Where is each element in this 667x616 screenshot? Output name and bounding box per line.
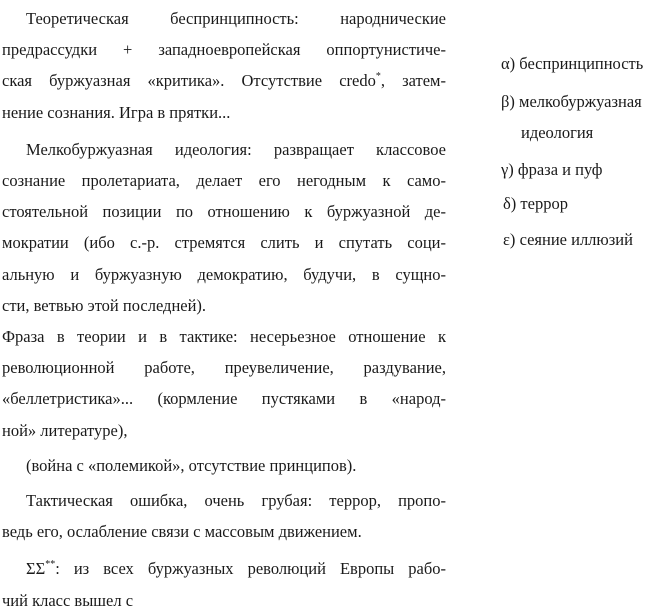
item-marker: δ) [503, 194, 517, 213]
summary-item-gamma [501, 160, 602, 180]
text-line: «беллетристика»... (кормление пустяками в «народ- [2, 389, 446, 409]
text-line: нение сознания. Игра в прятки... [2, 102, 231, 122]
text-line: сознание пролетариата, делает его негодным к само- [2, 171, 446, 191]
item-text: фраза и пуф [517, 160, 603, 179]
item-marker: α) [501, 54, 516, 73]
footnote-marker: ** [45, 559, 56, 571]
text-line: революционной работе, преувеличение, раздувание, [2, 358, 446, 378]
text-line [2, 553, 446, 584]
item-text: мелкобуржуазная [519, 92, 642, 111]
summary-item-beta [501, 92, 642, 143]
text-line: Теоретическая беспринципность: народнические [26, 9, 446, 28]
paragraph-tactical-error [2, 485, 446, 547]
text-line: Мелкобуржуазная идеология: развращает классовое [26, 139, 446, 159]
text-line: Тактическая ошибка, очень грубая: террор, пропо- [26, 491, 446, 511]
summary-item-alpha [501, 54, 643, 74]
text-line [2, 65, 446, 96]
text-line: стоятельной позиции по отношению к буржуазной де- [2, 202, 446, 222]
item-marker: β) [501, 92, 515, 111]
summary-item-epsilon [503, 230, 633, 250]
paragraph-phrase-in-theory [2, 321, 446, 446]
sigma-prefix: ΣΣ [26, 559, 46, 579]
item-text: террор [520, 194, 568, 213]
item-text: сеяние иллюзий [519, 230, 633, 249]
text-fragment: : из всех буржуазных революций Европы рабо- [55, 559, 446, 579]
text-line: предрассудки + западноевропейская оппортунистиче- [2, 40, 446, 60]
text-line: сти, ветвью этой последней). [2, 295, 207, 315]
text-line: альную и буржуазную демократию, будучи, в сущно- [2, 264, 446, 284]
main-text-column [2, 3, 446, 616]
item-marker: γ) [501, 160, 514, 179]
item-marker: ε) [503, 230, 516, 249]
text-line: мократии (ибо с.-р. стремятся слить и спутать соци- [2, 233, 446, 253]
paragraph-theoretical-unprincipledness [2, 3, 446, 128]
footnote-marker: * [375, 71, 381, 83]
paragraph-petty-bourgeois-ideology [2, 134, 446, 321]
summary-item-delta [503, 194, 568, 214]
text-line: чий класс вышел с [2, 590, 134, 610]
item-text: беспринципность [519, 54, 644, 73]
text-line: ной» литературе), [2, 420, 128, 440]
text-line: (война с «полемикой», отсутствие принципов). [26, 455, 357, 475]
text-fragment: , затем- [380, 71, 446, 91]
item-text-continuation: идеология [521, 123, 594, 142]
paragraph-sigma-sigma [2, 553, 446, 615]
paragraph-polemic-war [2, 450, 446, 481]
text-line: ведь его, ослабление связи с массовым движением. [2, 522, 362, 542]
text-fragment: ская буржуазная «критика». Отсутствие credo [2, 71, 376, 91]
text-line: Фраза в теории и в тактике: несерьезное отношение к [2, 327, 446, 347]
